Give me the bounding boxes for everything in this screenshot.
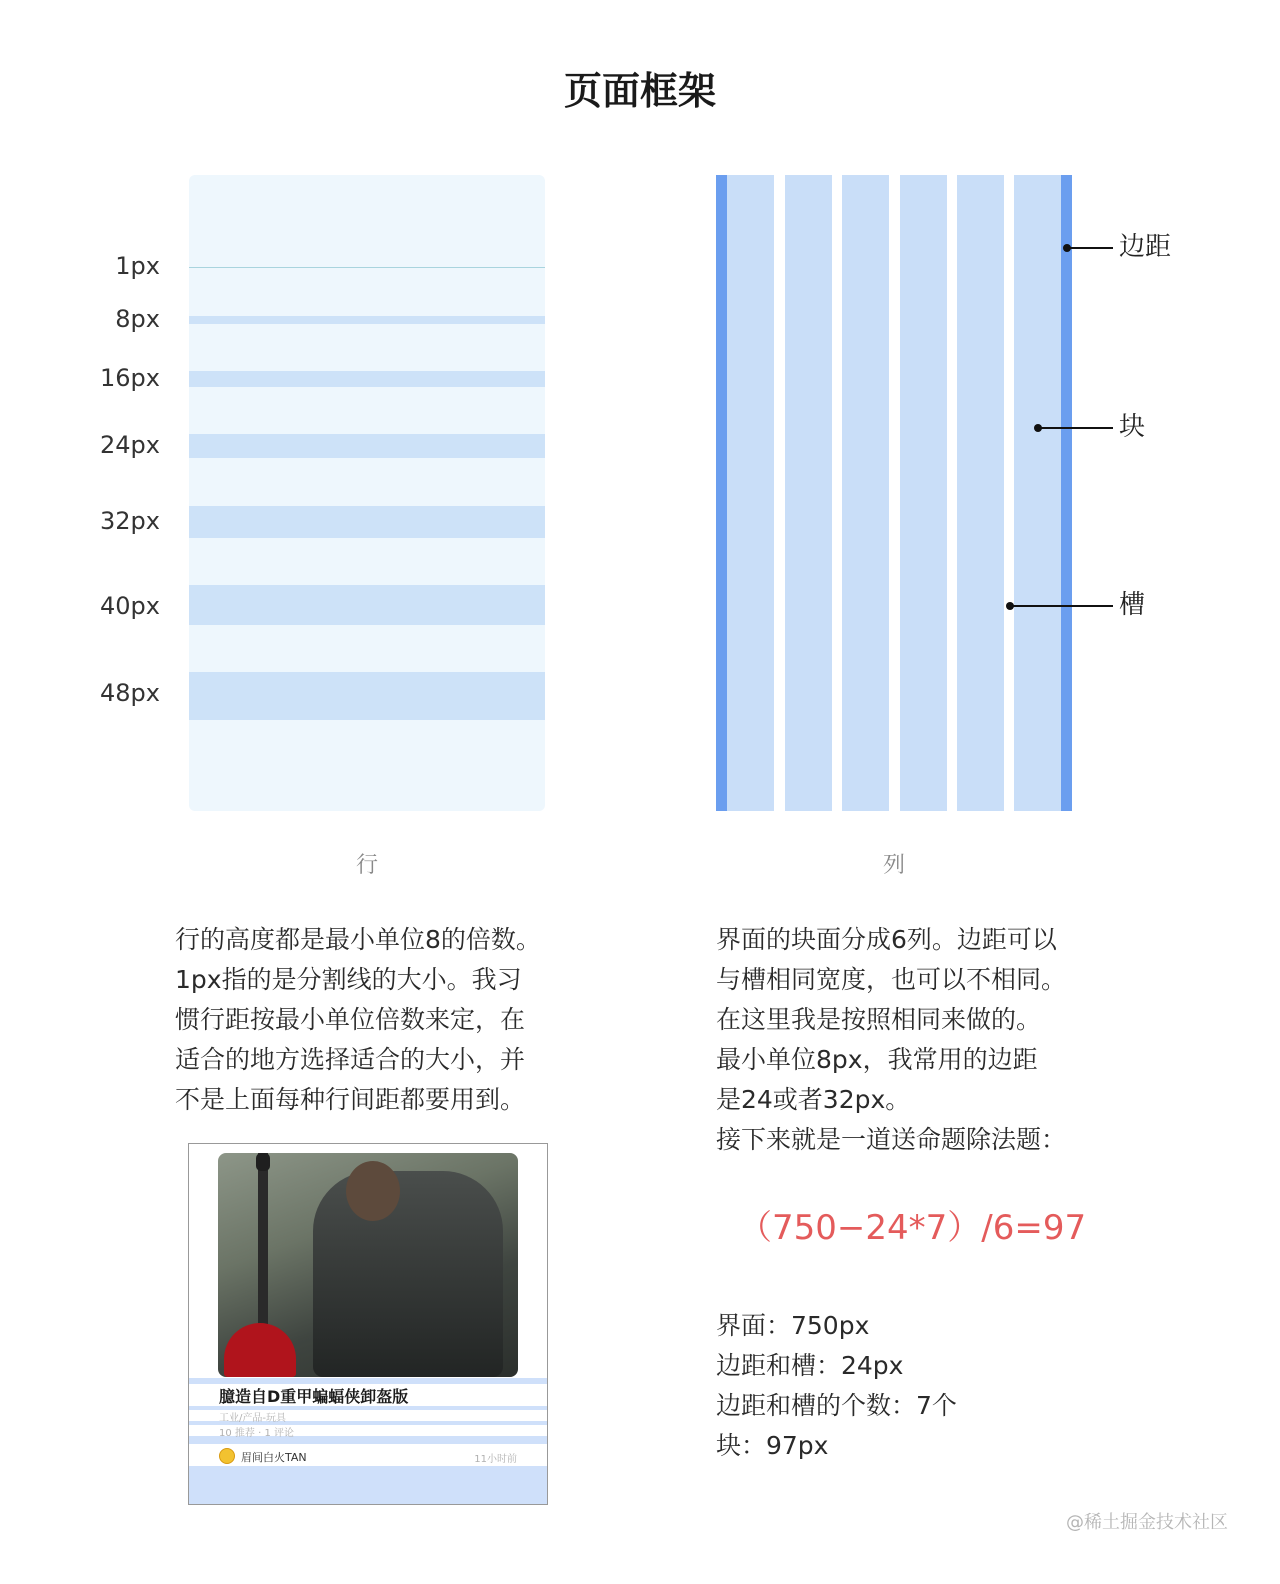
text-line: 不是上面每种行间距都要用到。 bbox=[175, 1085, 526, 1114]
rows-caption: 行 bbox=[355, 853, 378, 878]
columns-explanation bbox=[716, 920, 1066, 1160]
summary-line: 界面：750px bbox=[716, 1311, 870, 1340]
card-stats: 10 推荐 · 1 评论 bbox=[219, 1428, 294, 1439]
text-line: 是24或者32px。 bbox=[716, 1085, 911, 1114]
formula: （750−24*7）/6=97 bbox=[738, 1208, 1087, 1248]
column-block bbox=[842, 175, 889, 811]
column-margin-right bbox=[1061, 175, 1072, 811]
card-author: 眉间白火TAN bbox=[241, 1451, 307, 1464]
row-band-8px bbox=[189, 316, 545, 324]
summary-list bbox=[716, 1306, 957, 1466]
text-line: 惯行距按最小单位倍数来定，在 bbox=[175, 1005, 526, 1034]
row-band-24px bbox=[189, 434, 545, 458]
card-category: 工业/产品-玩具 bbox=[219, 1413, 286, 1424]
text-line: 最小单位8px，我常用的边距 bbox=[716, 1045, 1038, 1074]
column-block bbox=[957, 175, 1004, 811]
gutter-callout-line bbox=[1010, 605, 1113, 607]
row-label-32px: 32px bbox=[100, 507, 160, 535]
rows-diagram bbox=[189, 175, 545, 811]
row-label-24px: 24px bbox=[100, 431, 160, 459]
row-label-16px: 16px bbox=[100, 364, 160, 392]
margin-callout-label: 边距 bbox=[1119, 232, 1172, 262]
row-overlay bbox=[189, 1466, 547, 1504]
row-label-48px: 48px bbox=[100, 679, 160, 707]
watermark: @稀土掘金技术社区 bbox=[1066, 1512, 1228, 1533]
author-avatar bbox=[219, 1448, 235, 1464]
page-title: 页面框架 bbox=[563, 69, 716, 113]
columns-caption: 列 bbox=[882, 853, 905, 878]
text-line: 1px指的是分割线的大小。我习 bbox=[175, 965, 522, 994]
summary-line: 边距和槽的个数：7个 bbox=[716, 1391, 957, 1420]
row-band-48px bbox=[189, 672, 545, 720]
card-time: 11小时前 bbox=[474, 1454, 517, 1465]
text-line: 在这里我是按照相同来做的。 bbox=[716, 1005, 1042, 1034]
row-band-1px bbox=[189, 267, 545, 268]
summary-line: 块：97px bbox=[716, 1431, 829, 1460]
row-label-8px: 8px bbox=[115, 305, 160, 333]
rows-explanation bbox=[175, 920, 541, 1120]
columns-diagram bbox=[716, 175, 1072, 811]
text-line: 接下来就是一道送命题除法题： bbox=[716, 1125, 1067, 1154]
block-callout-line bbox=[1038, 427, 1113, 429]
sample-card bbox=[188, 1143, 548, 1505]
column-block bbox=[900, 175, 947, 811]
text-line: 适合的地方选择适合的大小，并 bbox=[175, 1045, 526, 1074]
row-band-32px bbox=[189, 506, 545, 538]
gutter-callout-label: 槽 bbox=[1119, 590, 1146, 620]
text-line: 与槽相同宽度，也可以不相同。 bbox=[716, 965, 1067, 994]
card-photo bbox=[218, 1153, 518, 1377]
text-line: 界面的块面分成6列。边距可以 bbox=[716, 925, 1057, 954]
summary-line: 边距和槽：24px bbox=[716, 1351, 904, 1380]
column-margin-left bbox=[716, 175, 727, 811]
row-band-40px bbox=[189, 585, 545, 625]
row-label-1px: 1px bbox=[115, 252, 160, 280]
column-block bbox=[727, 175, 774, 811]
column-block bbox=[1014, 175, 1061, 811]
card-title: 臆造自D重甲蝙蝠侠卸盔版 bbox=[219, 1387, 409, 1406]
block-callout-label: 块 bbox=[1119, 412, 1146, 442]
text-line: 行的高度都是最小单位8的倍数。 bbox=[175, 925, 541, 954]
row-band-16px bbox=[189, 371, 545, 387]
row-label-40px: 40px bbox=[100, 592, 160, 620]
margin-callout-line bbox=[1067, 247, 1113, 249]
column-block bbox=[785, 175, 832, 811]
